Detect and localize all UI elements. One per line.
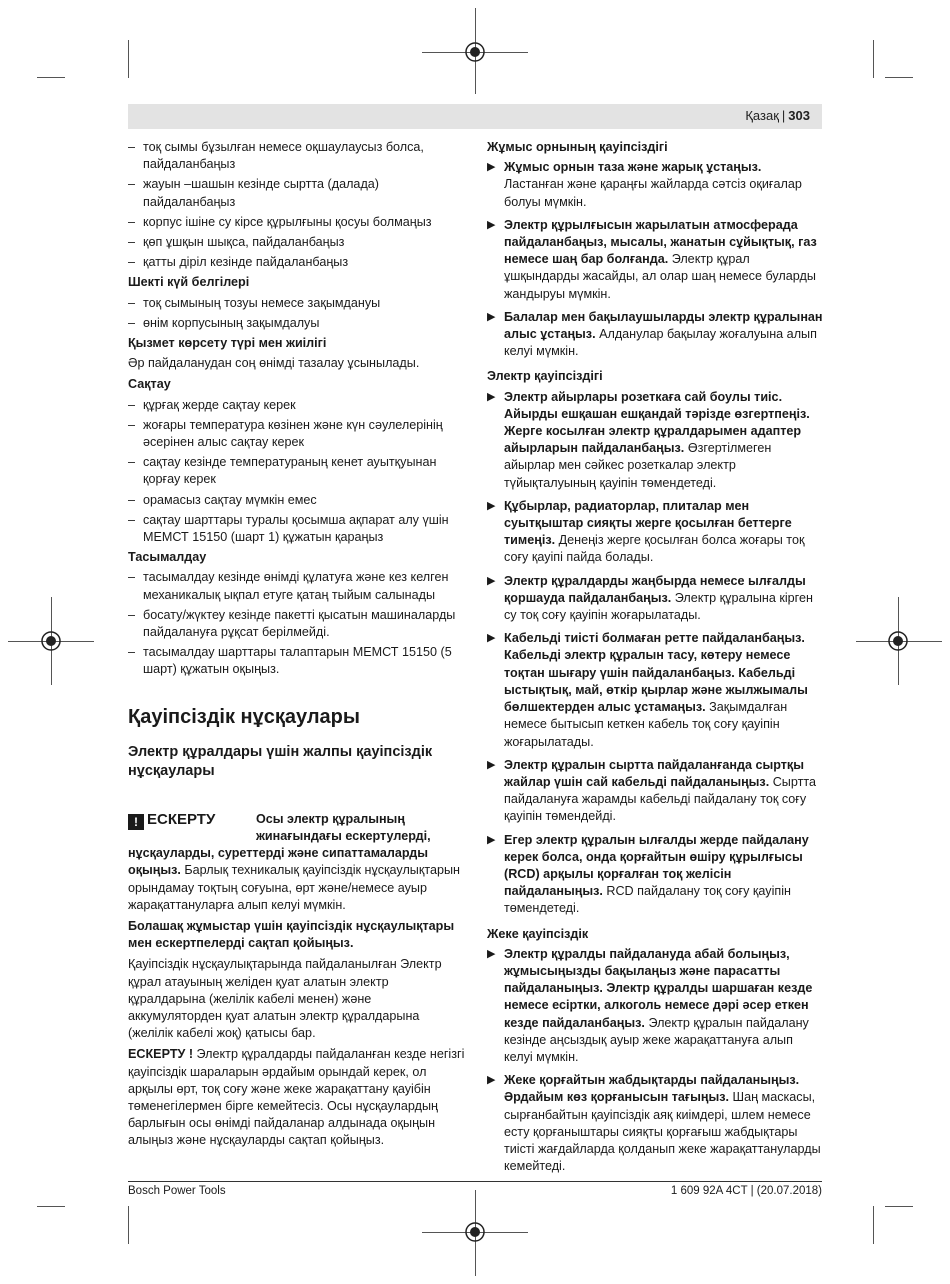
list-item: – тасымалдау кезінде өнімді құлатуға және кез келген механикалық ықпал етуге қатаң тыйым салынады — [128, 569, 466, 603]
list-item: – тасымалдау шарттары талаптарын МЕМСТ 15150 (5 шарт) құжатын оқыңыз. — [128, 644, 466, 678]
list-item: ▶ Құбырлар, радиаторлар, плиталар мен суытқыштар сияқты жерге қосылған беттерге тимеңіз. Денеңіз жерге қосылған болса жоғары тоқ соғу қауіпі пайда болады. — [487, 498, 805, 565]
footer-brand: Bosch Power Tools — [128, 1185, 226, 1197]
list-item: – құрғақ жерде сақтау керек — [128, 397, 466, 414]
warning-text: Барлық техникалық қауіпсіздік нұсқаулықтарын орындамау тоқтың соғуына, өрт және/немесе ауыр жарақаттануларға алып келуі мүмкін. — [128, 863, 460, 912]
registration-mark-icon — [887, 630, 909, 652]
left-column — [128, 139, 466, 1154]
list-item: – өнім корпусының зақымдалуы — [128, 315, 466, 332]
bullet-arrow-icon: ▶ — [487, 390, 496, 403]
bullet-arrow-icon: ▶ — [487, 499, 496, 512]
list-item: ▶ Жеке қорғайтын жабдықтарды пайдаланыңыз. Әрдайым көз қорғанысын тағыңыз. Шаң маскасы, сырғанбайтын қауіпсіздік аяқ киімдері, шлем немесе есту қорғаныштары сияқты қорғағыш жабдықтары тиісті жағдайларда қолданып жеке жарақаттануларды кемейтеді. — [487, 1073, 821, 1174]
list-item: – орамасыз сақтау мүмкін емес — [128, 492, 466, 509]
list-item: – босату/жүктеу кезінде пакетті қысатын машиналарды пайдалануға рұқсат берілмейді. — [128, 607, 466, 641]
list-item: – сақтау кезінде температураның кенет ауытқуынан қорғау керек — [128, 454, 466, 488]
list-item: ▶ Электр құралын сыртта пайдаланғанда сыртқы жайлар үшін сай кабельді пайдаланыңыз. Сыртта пайдалануға жарамды кабельді пайдалану тоқ соғу қауіпін төмендейді. — [487, 757, 816, 824]
work-area-heading: Жұмыс орнының қауіпсіздігі — [487, 140, 668, 154]
list-item: ▶ Егер электр құралын ылғалды жерде пайдалану керек болса, онда қорғайтын өшіру құрылғысы (RCD) арқылы қорғалған тоқ желісін пайдаланыңыз. RCD пайдалану тоқ соғу қауіпін төмендетеді. — [487, 832, 809, 916]
list-item: ▶ Электр айырлары розеткаға сай боулы тиіс. Айырды ешқашан ешқандай тәрізде өзгертпеңіз. Жерге косылған электр құралдарымен адаптер айырларын пайдаланбаңыз. Өзгертілмеген айырлар мен сәйкес розеткалар электр түйықталуының қауіпін төмендетеді. — [487, 389, 810, 490]
page-header — [128, 104, 822, 129]
note-paragraph: ЕСКЕРТУ ! Электр құралдарды пайдаланған кезде негізгі қауіпсіздік шараларын әрдайым орындай керек, ол арқылы өрт, тоқ соғу және жеке жарақаттану қауібін төменегілермен бірге кемейтесіз. Осы нұсқаулардың барлығын осы өнімді пайдаланар алдынада оқыңын алыңыз және нұсқауларды сақтап қойыңыз. — [128, 1047, 465, 1148]
list-item: – қөп ұшқын шықса, пайдаланбаңыз — [128, 234, 466, 251]
right-column — [487, 139, 823, 1181]
bullet-arrow-icon: ▶ — [487, 574, 496, 587]
header-text: Қазақ | 303 — [745, 108, 810, 123]
limit-heading: Шекті күй белгілері — [128, 275, 250, 290]
list-item: – сақтау шарттары туралы қосымша ақпарат алу үшін МЕМСТ 15150 (шарт 1) құжатын қараңыз — [128, 512, 466, 546]
list-item: ▶ Электр құрылғысын жарылатын атмосферада пайдаланбаңыз, мысалы, жанатын сұйықтық, газ немесе шаң бар болғанда. Электр құрал ұшқындарды жасайды, ал олар шаң немесе буларды жандыруы мүмкін. — [487, 217, 817, 301]
bullet-arrow-icon: ▶ — [487, 310, 496, 323]
crop-mark — [128, 1206, 129, 1244]
bullet-arrow-icon: ▶ — [487, 833, 496, 846]
bullet-arrow-icon: ▶ — [487, 218, 496, 231]
footer-divider — [128, 1181, 822, 1182]
header-language: Қазақ — [745, 108, 779, 123]
bullet-arrow-icon: ▶ — [487, 1074, 496, 1087]
footer-doc-number: 1 609 92A 4CT | (20.07.2018) — [670, 1185, 822, 1197]
electric-safety-heading: Электр қауіпсіздігі — [487, 369, 603, 384]
bullet-arrow-icon: ▶ — [487, 161, 496, 174]
warning-bold-text: Осы электр құралының жинағындағы ескертулерді, нұсқауларды, суреттерді және сипаттамаларды оқыңыз. — [128, 811, 431, 878]
crop-mark — [873, 1206, 874, 1244]
keep-instructions: Болашақ жұмыстар үшін қауіпсіздік нұсқаулықтары мен ескертпелерді сақтап қойыңыз. — [128, 918, 455, 951]
personal-safety-heading: Жеке қауіпсіздік — [487, 926, 589, 941]
list-item: – корпус ішіне су кірсе құрылғыны қосуы болмаңыз — [128, 214, 466, 231]
registration-mark-icon — [464, 41, 486, 63]
page-number: 303 — [788, 108, 810, 123]
bullet-arrow-icon: ▶ — [487, 758, 496, 771]
crop-mark — [885, 77, 913, 78]
transport-heading: Тасымалдау — [128, 550, 207, 565]
service-heading: Қызмет көрсету түрі мен жиілігі — [128, 336, 327, 351]
warning-label: ! ЕСКЕРТУ — [128, 811, 256, 831]
list-item: – қатты діріл кезінде пайдаланбаңыз — [128, 254, 466, 271]
list-item: ▶ Жұмыс орнын таза және жарық ұстаңыз. Ластанған және қараңғы жайларда сәтсіз оқиғалар болуы мүмкін. — [487, 160, 802, 209]
list-item: – тоқ сымы бұзылған немесе оқшаулаусыз болса, пайдаланбаңыз — [128, 139, 466, 173]
list-item: ▶ Электр құралдарды жаңбырда немесе ылғалды қоршауда пайдаланбаңыз. Электр құралына кірген су тоқ соғу қауіпін жоғарылатады. — [487, 573, 813, 623]
crop-mark — [885, 1206, 913, 1207]
subsection-title: Электр құралдары үшін жалпы қауіпсіздік нұсқаулары — [128, 743, 433, 779]
crop-mark — [37, 1206, 65, 1207]
list-item: – жоғары температура көзінен және күн сәулелерінің әсерінен алыс сақтау керек — [128, 417, 466, 451]
list-item: – жауын –шашын кезінде сыртта (далада) пайдаланбаңыз — [128, 176, 466, 210]
warning-icon: ! — [128, 814, 144, 830]
term-paragraph: Қауіпсіздік нұсқаулықтарында пайдаланылған Электр құрал атауының желіден қуат алатын электр құралдарына (желілік кабелі менен) және аккумуляторден қуат алатын электр құралдарына (желілік кабелі жоқ) қатысы бар. — [128, 957, 442, 1041]
service-text: Әр пайдаланудан соң өнімді тазалау ұсынылады. — [128, 356, 420, 371]
registration-mark-icon — [40, 630, 62, 652]
crop-mark — [128, 40, 129, 78]
bullet-arrow-icon: ▶ — [487, 947, 496, 960]
storage-heading: Сақтау — [128, 377, 171, 392]
crop-mark — [873, 40, 874, 78]
section-title: Қауіпсіздік нұсқаулары — [128, 705, 360, 728]
bullet-arrow-icon: ▶ — [487, 632, 496, 645]
crop-mark — [37, 77, 65, 78]
list-item: – тоқ сымының тозуы немесе зақымдануы — [128, 295, 466, 312]
list-item: ▶ Кабельді тиісті болмаған ретте пайдаланбаңыз. Кабельді электр құралын тасу, көтеру немесе тоқтан шығару үшін пайдаланбаңыз. Кабельді ыстықтық, май, өткір қырлар және жылжымалы бөлшектерден алыс ұстамаңыз. Зақымдалған немесе бытысып кеткен кабель тоқ соғу қауіпін жоғарылатады. — [487, 631, 808, 749]
list-item: ▶ Электр құралды пайдалануда абай болыңыз, жұмысыңызды бақылаңыз және парасатты пайдаланыңыз. Электр құралды шаршаған кезде немесе есіртки, алкоголь немесе дәрі әсер еткен кезде пайдаланбаңыз. Электр құралын пайдалану кезінде аңсыздық ауыр жеке жарақаттануға алып келуі мүмкін. — [487, 946, 813, 1064]
warning-block — [128, 811, 466, 914]
list-item: ▶ Балалар мен бақылаушыларды электр құралынан алыс ұстаңыз. Алданулар бақылау жоғалуына алып келуі мүмкін. — [487, 309, 823, 359]
registration-mark-icon — [464, 1221, 486, 1243]
